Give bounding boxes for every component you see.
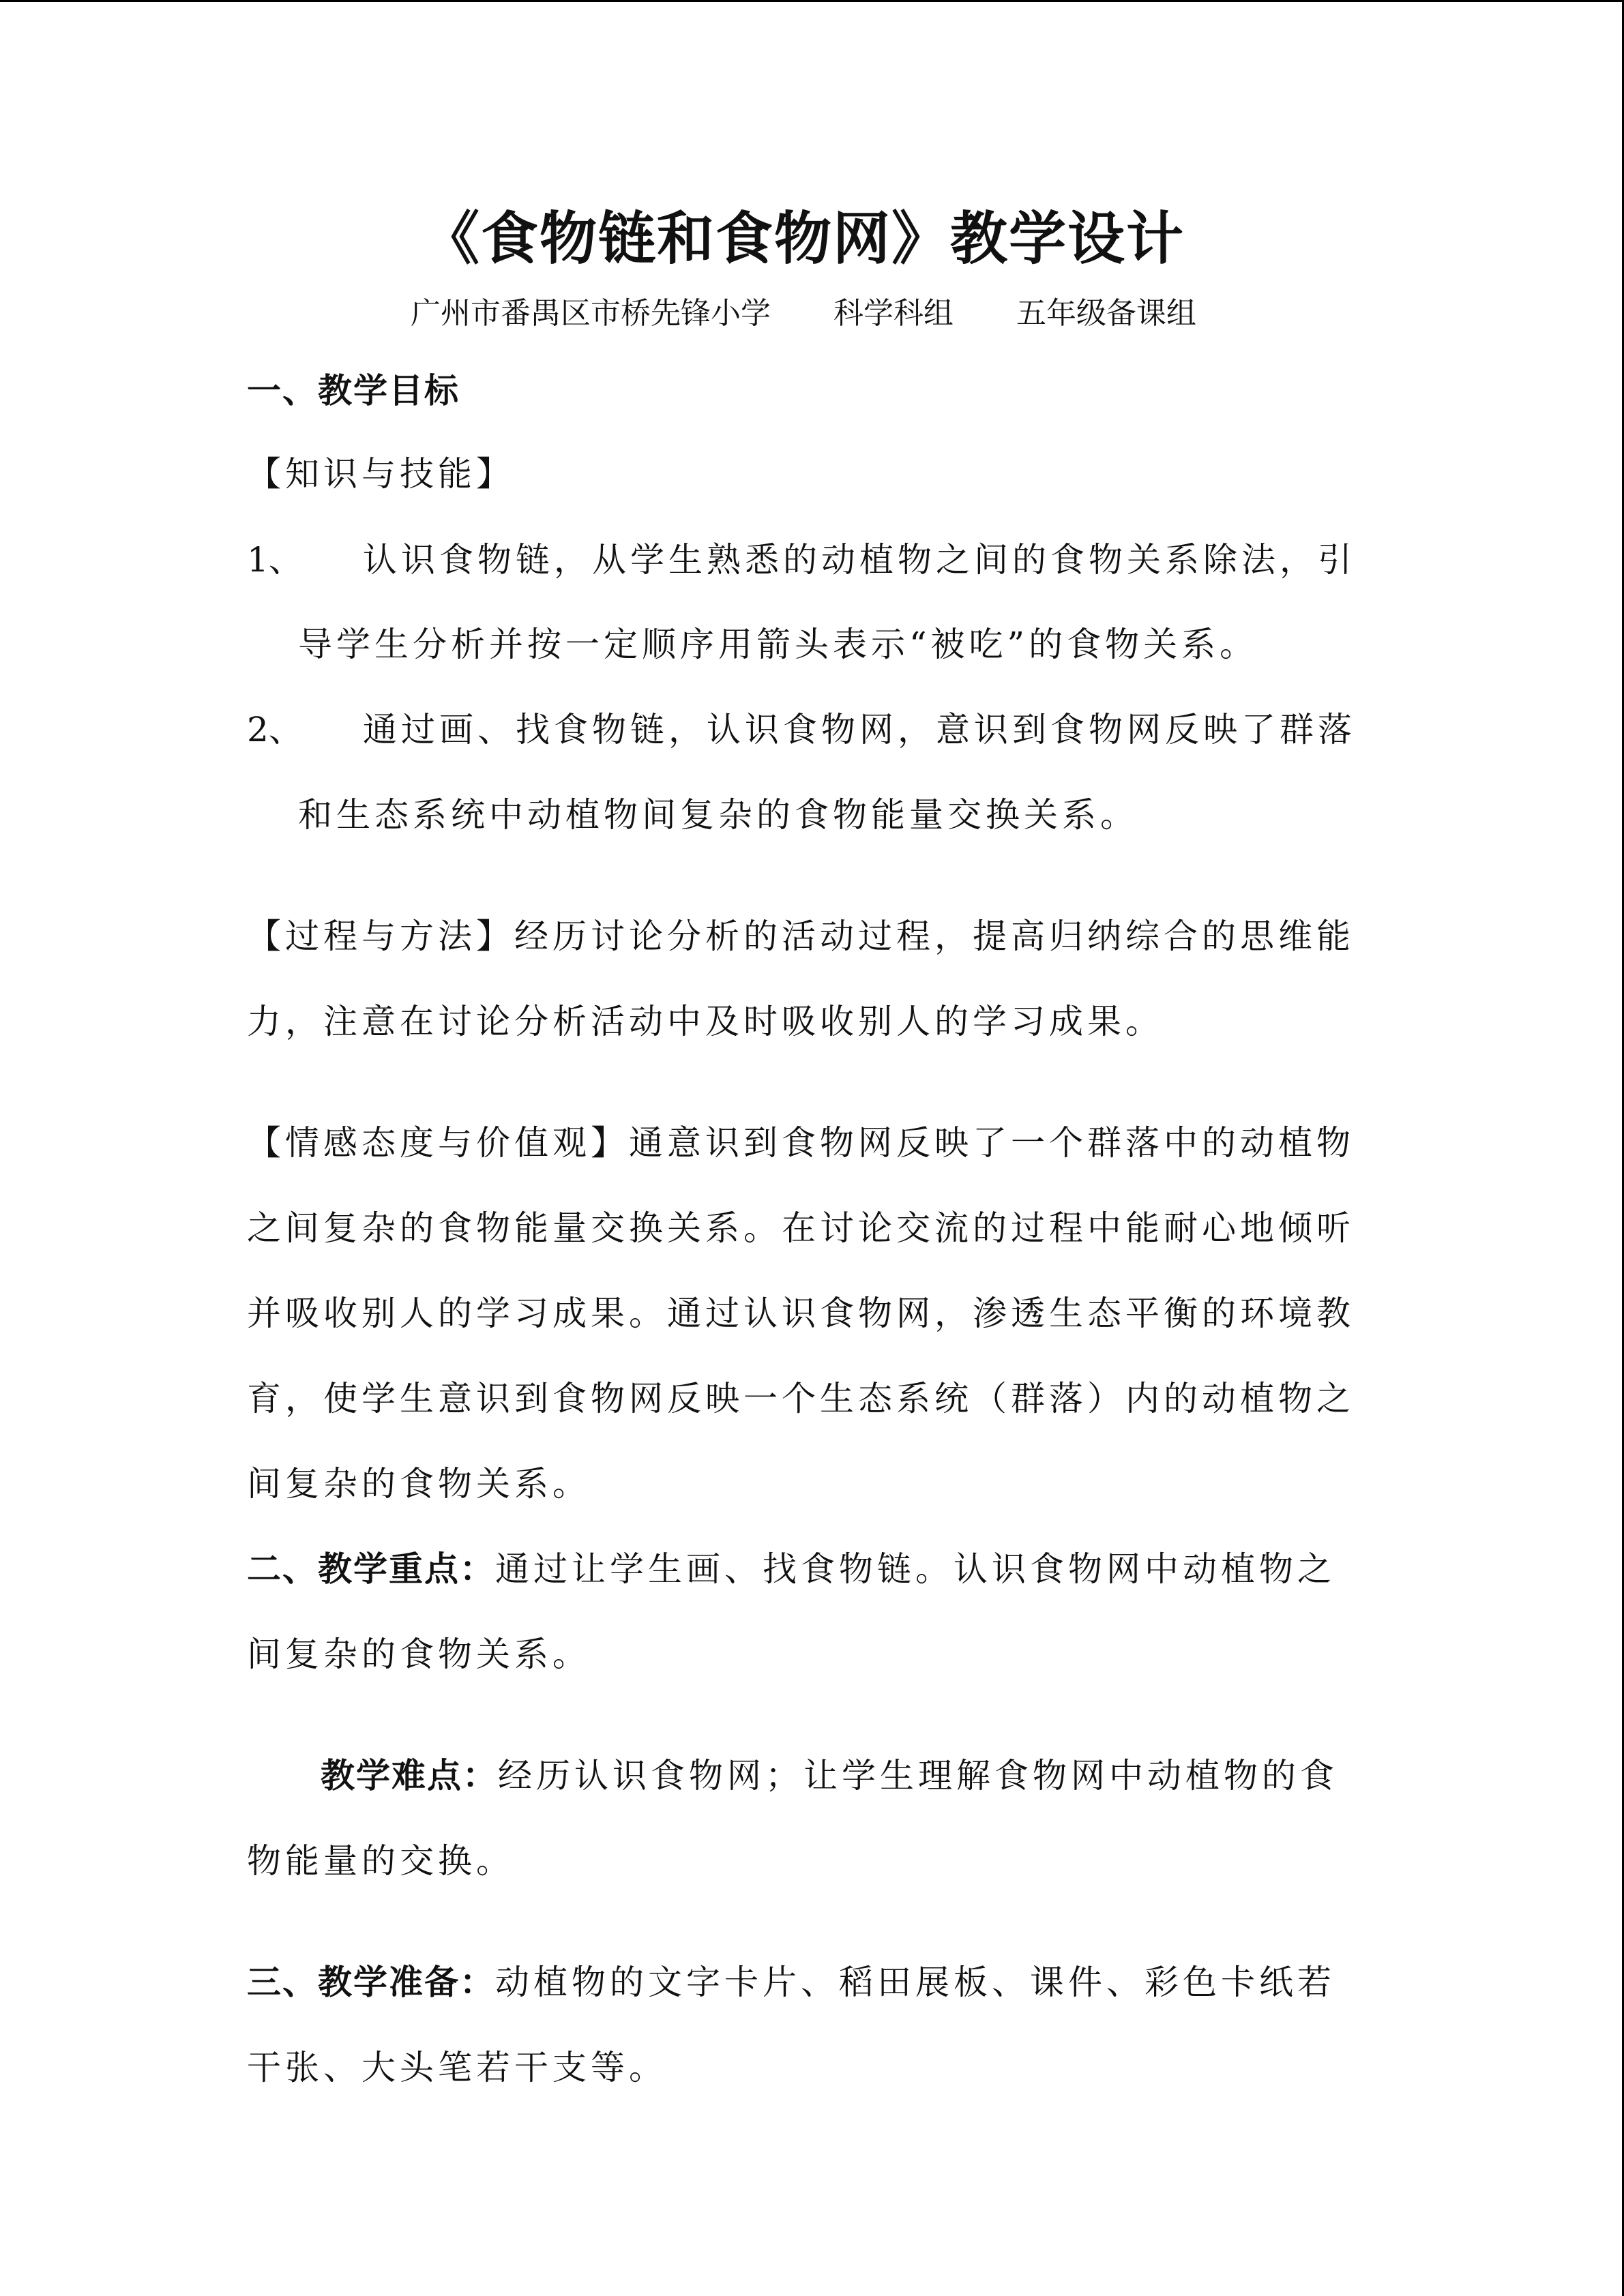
- grade-group: 五年级备课组: [1016, 296, 1196, 331]
- knowledge-item-1: [247, 536, 1360, 584]
- knowledge-item-1-number: 1、: [247, 540, 303, 580]
- emotion-line-4: 育，使学生意识到食物网反映一个生态系统（群落）内的动植物之: [247, 1379, 1355, 1418]
- section3-heading: 三、教学准备：: [247, 1962, 495, 2002]
- knowledge-label: 【知识与技能】: [247, 454, 514, 494]
- knowledge-item-2: [247, 706, 1360, 754]
- emotion-line-1: 【情感态度与价值观】通意识到食物网反映了一个群落中的动植物: [247, 1123, 1355, 1163]
- difficulty-line2: 物能量的交换。: [247, 1841, 514, 1881]
- emotion-line-3: 并吸收别人的学习成果。通过认识食物网，渗透生态平衡的环境教: [247, 1294, 1355, 1333]
- section3-line2: 干张、大头笔若干支等。: [247, 2048, 667, 2087]
- emotion-line-2: 之间复杂的食物能量交换关系。在讨论交流的过程中能耐心地倾听: [247, 1208, 1355, 1248]
- section2-line1: 通过让学生画、找食物链。认识食物网中动植物之: [495, 1549, 1335, 1589]
- knowledge-item-2-line2: 和生态系统中动植物间复杂的食物能量交换关系。: [298, 795, 1138, 835]
- emotion-line-5: 间复杂的食物关系。: [247, 1464, 591, 1504]
- page-top-border: [0, 0, 1624, 2]
- knowledge-item-2-number: 2、: [247, 710, 303, 749]
- section1-heading: 一、教学目标: [247, 370, 460, 411]
- section3-line1: 动植物的文字卡片、稻田展板、课件、彩色卡纸若: [495, 1963, 1335, 2002]
- section2-line2: 间复杂的食物关系。: [247, 1635, 591, 1674]
- difficulty-heading: 教学难点：: [321, 1755, 498, 1795]
- school-name: 广州市番禺区市桥先锋小学: [411, 296, 771, 331]
- knowledge-item-2-line1: 通过画、找食物链，认识食物网，意识到食物网反映了群落: [363, 710, 1356, 749]
- section3-preparation: [247, 1958, 1360, 2006]
- document-subtitle: [247, 293, 1360, 334]
- section2-heading: 二、教学重点：: [247, 1549, 495, 1589]
- section2-key-points: [247, 1545, 1360, 1593]
- difficulty-line1: 经历认识食物网；让学生理解食物网中动植物的食: [498, 1756, 1338, 1795]
- knowledge-item-1-line1: 认识食物链，从学生熟悉的动植物之间的食物关系除法，引: [363, 540, 1356, 580]
- knowledge-item-1-line2: 导学生分析并按一定顺序用箭头表示“被吃”的食物关系。: [298, 625, 1258, 664]
- process-line-1: 【过程与方法】经历讨论分析的活动过程，提高归纳综合的思维能: [247, 916, 1355, 956]
- document-title: 《食物链和食物网》教学设计: [422, 205, 1185, 272]
- difficulty-block: [321, 1752, 1434, 1800]
- process-line-2: 力，注意在讨论分析活动中及时吸收别人的学习成果。: [247, 1002, 1164, 1041]
- subject-group: 科学科组: [833, 296, 954, 331]
